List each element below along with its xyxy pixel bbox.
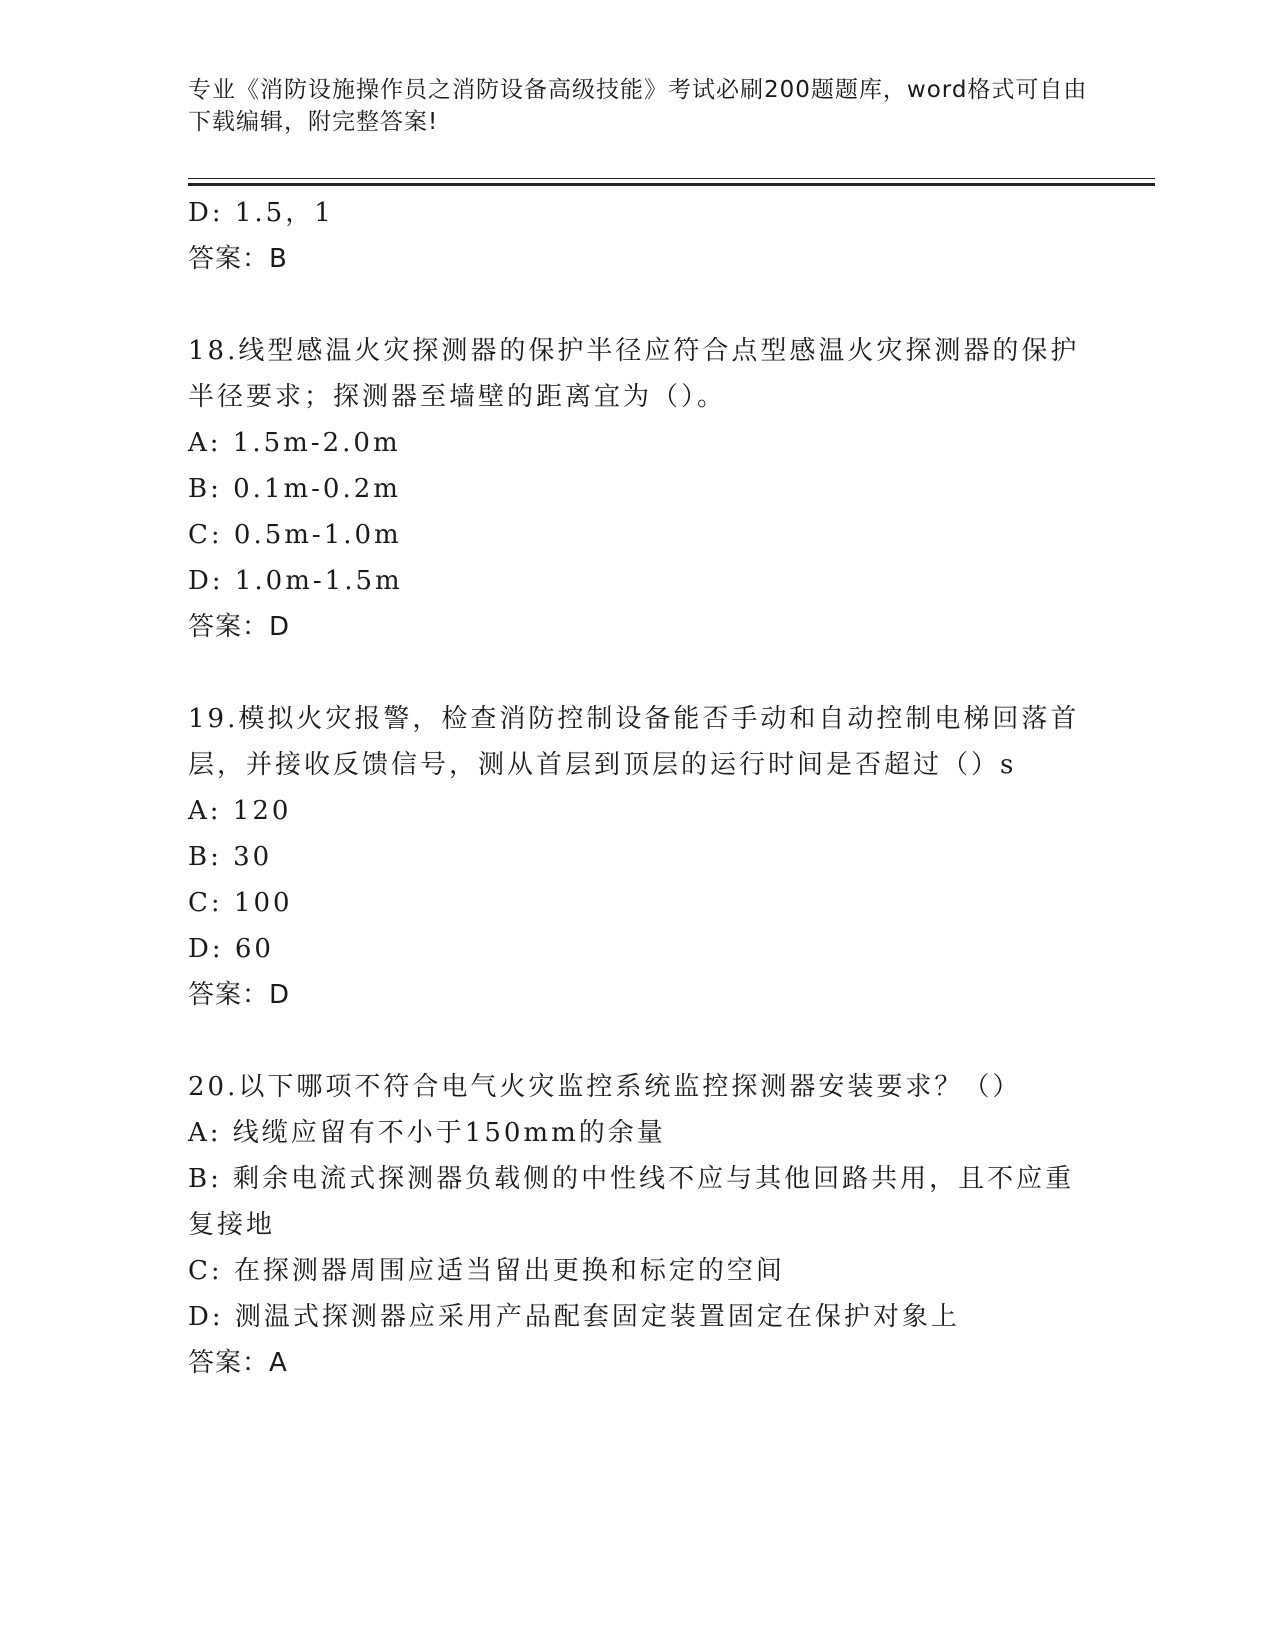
option-b: B: 30 bbox=[188, 842, 273, 872]
option-a: A: 120 bbox=[188, 796, 292, 826]
answer-line: 答案：D bbox=[188, 980, 291, 1010]
spacer bbox=[188, 1018, 1088, 1064]
question-stem: 20.以下哪项不符合电气火灾监控系统监控探测器安装要求？（） bbox=[188, 1072, 1022, 1102]
spacer bbox=[188, 650, 1088, 696]
option-a: A: 线缆应留有不小于150mm的余量 bbox=[188, 1118, 666, 1148]
answer-line: 答案：A bbox=[188, 1348, 288, 1378]
question-19 bbox=[188, 696, 1088, 1018]
answer-line: 答案：D bbox=[188, 612, 291, 642]
header-divider-thick bbox=[188, 183, 1155, 186]
question-18 bbox=[188, 328, 1088, 650]
option-d: D: 1.5，1 bbox=[188, 198, 334, 228]
spacer bbox=[188, 282, 1088, 328]
option-a: A: 1.5m-2.0m bbox=[188, 428, 401, 458]
question-stem: 18.线型感温火灾探测器的保护半径应符合点型感温火灾探测器的保护半径要求；探测器至墙壁的距离宜为（）。 bbox=[188, 336, 1080, 412]
option-d: D: 60 bbox=[188, 934, 274, 964]
option-d: D: 测温式探测器应采用产品配套固定装置固定在保护对象上 bbox=[188, 1302, 960, 1332]
answer-line: 答案：B bbox=[188, 244, 288, 274]
question-list bbox=[188, 190, 1088, 1386]
option-c: C: 0.5m-1.0m bbox=[188, 520, 402, 550]
question-stem: 19.模拟火灾报警，检查消防控制设备能否手动和自动控制电梯回落首层，并接收反馈信号，测从首层到顶层的运行时间是否超过（）s bbox=[188, 704, 1080, 780]
option-b: B: 0.1m-0.2m bbox=[188, 474, 401, 504]
carryover-block bbox=[188, 190, 1088, 282]
header-divider-thin bbox=[188, 178, 1155, 179]
option-d: D: 1.0m-1.5m bbox=[188, 566, 403, 596]
option-c: C: 在探测器周围应适当留出更换和标定的空间 bbox=[188, 1256, 785, 1286]
option-c: C: 100 bbox=[188, 888, 293, 918]
document-header: 专业《消防设施操作员之消防设备高级技能》考试必刷200题题库，word格式可自由下载编辑，附完整答案! bbox=[188, 77, 1088, 135]
option-b: B: 剩余电流式探测器负载侧的中性线不应与其他回路共用，且不应重复接地 bbox=[188, 1164, 1075, 1240]
question-20 bbox=[188, 1064, 1088, 1386]
